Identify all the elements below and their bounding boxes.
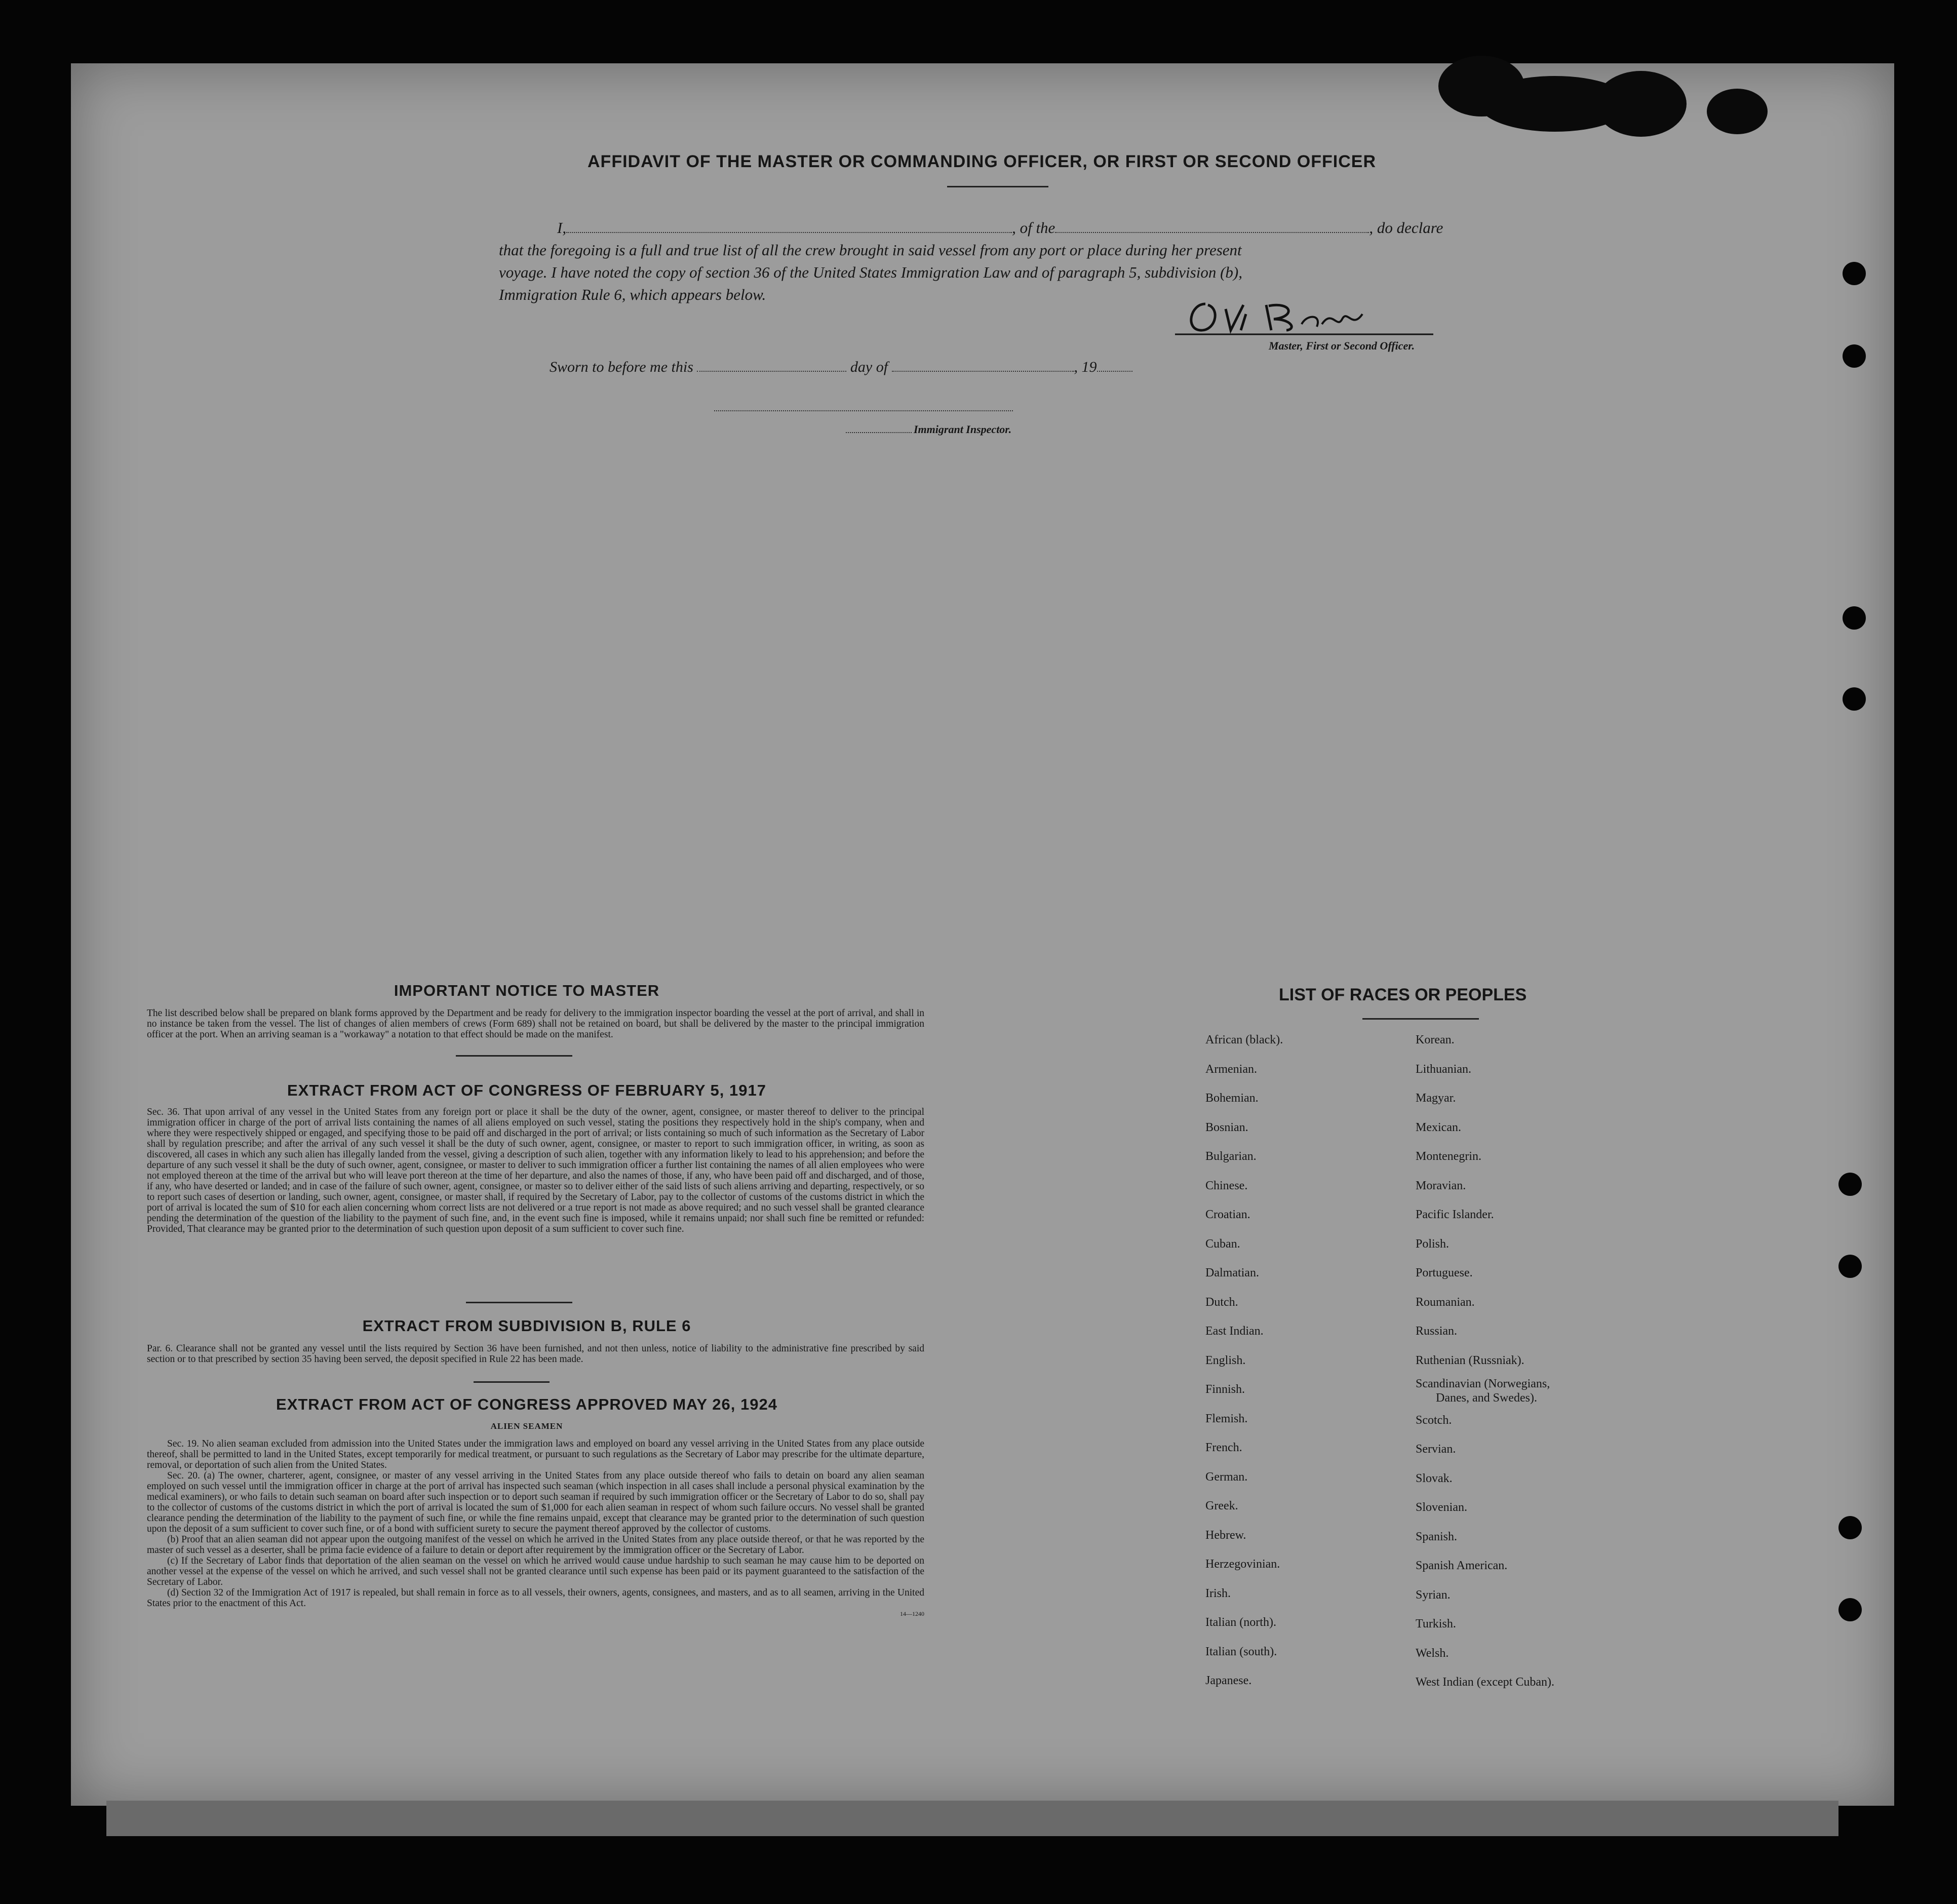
extract-1917-body: Sec. 36. That upon arrival of any vessel in the United States from any foreign port or place it shall be the duty of the owner, agent, consignee, or master thereof to deliver to the principal immigration officer in charge of the port of arrival lists containing the names of all aliens employed on such vessel, stating the positions they respectively hold in the ship's company, when and where they were respectively shipped or engaged, and specifying those to be paid off and discharged in the port of arrival; or lists containing so much of such information as the Secretary of Labor shall by regulation prescribe; and after the arrival of any such vessel it shall be the duty of such owner, agent, consignee, or master to report to such immigration officer, in writing, as soon as discovered, all cases in which any such alien has illegally landed from the vessel, giving a description of such alien, together with any information likely to lead to his apprehension; and before the departure of any such vessel it shall be the duty of such owner, agent, consignee, or master to deliver to such immigration officer a further list containing the names of all alien employees who were not employed thereon at the time of the arrival but who will leave port thereon at the time of her departure, and also the names of those, if any, who have been paid off and discharged, and of those, if any, who have deserted or landed; and in case of the failure of such owner, agent, consignee, or master so to deliver either of the said lists of such aliens arriving and departing, respectively, or so to report such cases of desertion or landing, such owner, agent, consignee, or master shall, if required by the Secretary of Labor, pay to the collector of customs of the customs district in which the port of arrival is located the sum of $10 for each alien concerning whom correct lists are not delivered or a true report is not made as above required; and no such vessel shall be granted clearance pending the determination of the question of the liability to the payment of such fine, and, in the event such fine is imposed, while it remains unpaid; nor shall such fine be remitted or refunded: Provided, That clearance may be granted prior to the determination of such question upon deposit of a sum sufficient to cover such fine. (147, 1107, 924, 1234)
race-item: Polish. (1416, 1237, 1450, 1251)
sworn-year: , 19 (1074, 359, 1097, 375)
signature-caption: Master, First or Second Officer. (1269, 339, 1415, 352)
extract-1917-rule (466, 1302, 572, 1303)
race-item: Lithuanian. (1416, 1062, 1471, 1076)
race-item: Irish. (1205, 1586, 1231, 1600)
declaration-line-2: that the foregoing is a full and true list of all the crew brought in said vessel from any port or place during her present (499, 241, 1242, 259)
sworn-year-field[interactable] (1097, 359, 1132, 372)
declaration-do-declare: , do declare (1369, 219, 1443, 237)
inspector-caption: Immigrant Inspector. (914, 423, 1012, 436)
sworn-prefix: Sworn to before me this (550, 359, 693, 375)
declaration-line-3: voyage. I have noted the copy of section 36 of the United States Immigration Law and of paragraph 5, subdivision (b), (499, 263, 1242, 281)
punch-hole (1838, 1516, 1862, 1539)
extract-1924-title: EXTRACT FROM ACT OF CONGRESS APPROVED MAY 26, 1924 (276, 1395, 777, 1413)
race-item: German. (1205, 1470, 1248, 1484)
affidavit-title: AFFIDAVIT OF THE MASTER OR COMMANDING OFFICER, OR FIRST OR SECOND OFFICER (588, 152, 1376, 171)
race-item (1416, 1375, 1554, 1406)
name-field[interactable] (566, 220, 1012, 233)
race-item: Russian. (1416, 1325, 1458, 1338)
race-item: West Indian (except Cuban). (1416, 1676, 1554, 1689)
punch-hole (1838, 1173, 1862, 1196)
race-item: Finnish. (1205, 1383, 1245, 1396)
rule6-body: Par. 6. Clearance shall not be granted any vessel until the lists required by Section 36 have been furnished, and not then unless, notice of liability to the administrative fine prescribed by said section or to that prescribed by section 35 having been served, the deposit specified in Rule 22 has been made. (147, 1343, 924, 1365)
inspector-signature-line[interactable] (714, 400, 1013, 411)
sec-19: Sec. 19. No alien seaman excluded from admission into the United States under the immigration laws and employed on board any vessel arriving in the United States from any place outside thereof, shall be permitted to land in the United States, except temporarily for medical treatment, or pursuant to such regulations as the Secretary of Labor may prescribe for the ultimate departure, removal, or deportation of such alien from the United States. (147, 1439, 924, 1470)
race-item: Pacific Islander. (1416, 1208, 1494, 1221)
race-item: Armenian. (1205, 1062, 1257, 1076)
race-item: Dalmatian. (1205, 1266, 1259, 1279)
notice-rule (456, 1055, 572, 1057)
race-item: Cuban. (1205, 1237, 1240, 1251)
race-item: Welsh. (1416, 1646, 1449, 1660)
sworn-day-of: day of (850, 359, 888, 375)
sec-20b: (b) Proof that an alien seaman did not appear upon the outgoing manifest of the vessel on which he arrived in the United States from any place outside thereof, or that he was reported by the master of such vessel as a deserter, shall be prima facie evidence of a failure to detain or deport after requirement by the immigration officer or the Secretary of Labor. (147, 1534, 924, 1556)
declaration-i: I, (557, 219, 567, 237)
race-item: Spanish. (1416, 1530, 1458, 1543)
races-column-1 (1205, 1026, 1283, 1696)
race-item: Servian. (1416, 1443, 1456, 1456)
race-item: Flemish. (1205, 1412, 1248, 1425)
sec-20d: (d) Section 32 of the Immigration Act of 1917 is repealed, but shall remain in force as to all vessels, their owners, agents, consignees, and masters, and as to all seamen, arriving in the United States prior to the enactment of this Act. (147, 1587, 924, 1609)
officer-signature (1170, 299, 1433, 339)
race-item: Ruthenian (Russniak). (1416, 1353, 1524, 1367)
race-item: Spanish American. (1416, 1559, 1508, 1572)
race-item: Portuguese. (1416, 1266, 1473, 1279)
race-item: East Indian. (1205, 1325, 1264, 1338)
sworn-line (550, 359, 1132, 376)
sworn-month-field[interactable] (892, 359, 1074, 372)
notice-title: IMPORTANT NOTICE TO MASTER (394, 982, 660, 999)
race-item: French. (1205, 1441, 1242, 1454)
inspector-field[interactable] (846, 425, 912, 433)
race-item: Scotch. (1416, 1413, 1452, 1427)
ink-stain (1595, 71, 1687, 137)
race-item-part: Scandinavian (Norwegians, (1416, 1377, 1550, 1390)
rule6-title: EXTRACT FROM SUBDIVISION B, RULE 6 (362, 1317, 691, 1335)
race-item: Mexican. (1416, 1120, 1461, 1134)
rule6-rule (474, 1381, 550, 1383)
sec-20c: (c) If the Secretary of Labor finds that deportation of the alien seaman on the vessel on which he arrived would cause undue hardship to such seaman he may cause him to be deported on another vessel at the expense of the vessel on which he arrived, and such vessel shall not be granted clearance until such expense has been paid or its payment guaranteed to the satisfaction of the Secretary of Labor. (147, 1556, 924, 1587)
race-item: Japanese. (1205, 1674, 1252, 1687)
sworn-day-field[interactable] (697, 359, 846, 372)
race-item: Dutch. (1205, 1295, 1238, 1309)
race-item: Bosnian. (1205, 1120, 1248, 1134)
declaration-of-the: , of the (1012, 219, 1055, 237)
vessel-field[interactable] (1055, 220, 1369, 233)
extract-1924-subtitle: ALIEN SEAMEN (490, 1421, 563, 1431)
race-item: Korean. (1416, 1033, 1455, 1046)
races-column-2 (1416, 1026, 1554, 1697)
race-item: Moravian. (1416, 1179, 1466, 1192)
races-rule (1362, 1018, 1479, 1020)
race-item: Italian (south). (1205, 1645, 1277, 1658)
race-item: Greek. (1205, 1499, 1238, 1512)
scan-edge-strip (106, 1801, 1838, 1836)
declaration-line-4: Immigration Rule 6, which appears below. (499, 286, 766, 303)
punch-hole (1843, 606, 1866, 630)
race-item: Roumanian. (1416, 1295, 1475, 1309)
race-item: Bulgarian. (1205, 1150, 1257, 1163)
race-item: Bohemian. (1205, 1092, 1259, 1105)
inspector-caption-row (846, 423, 1011, 436)
title-rule (947, 186, 1048, 187)
declaration-text (499, 217, 1512, 306)
ink-stain (1707, 89, 1768, 134)
race-item: Turkish. (1416, 1617, 1456, 1630)
races-title: LIST OF RACES OR PEOPLES (1279, 985, 1527, 1004)
notice-body: The list described below shall be prepared on blank forms approved by the Department and be ready for delivery to the immigration inspector boarding the vessel at the port of arrival, and shall in no instance be taken from the vessel. The list of changes of alien members of crews (Form 689) shall not be retained on board, but shall be delivered by the master to the principal immigration officer at the port. When an arriving seaman is a "workaway" a notation to that effect should be made on the manifest. (147, 1008, 924, 1040)
punch-hole (1843, 262, 1866, 285)
race-item: Hebrew. (1205, 1528, 1246, 1542)
sec-20a: Sec. 20. (a) The owner, charterer, agent, consignee, or master of any vessel arriving in the United States from any place outside thereof who fails to detain on board any alien seaman employed on such vessel until the immigration officer in charge at the port of arrival has inspected such seaman (which inspection in all cases shall include a personal physical examination by the medical examiners), or who fails to detain such seaman on board after such inspection or to deport such seaman if required by such immigration officer or the Secretary of Labor to do so, shall pay to the collector of customs of the customs district in which the port of arrival is located the sum of $1,000 for each alien seaman in respect of whom such failure occurs. No vessel shall be granted clearance pending the determination of the liability to the payment of such fine, or while the fine remains unpaid, except that clearance may be granted prior to the determination of such question upon the deposit of a sum sufficient to cover such fine, or of a bond with sufficient surety to secure the payment thereof approved by the collector of customs. (147, 1470, 924, 1534)
extract-1917-title: EXTRACT FROM ACT OF CONGRESS OF FEBRUARY 5, 1917 (287, 1081, 766, 1099)
race-item: Chinese. (1205, 1179, 1248, 1192)
race-item: English. (1205, 1353, 1246, 1367)
race-item: Magyar. (1416, 1092, 1456, 1105)
race-item: Herzegovinian. (1205, 1558, 1280, 1571)
declaration-line-1 (499, 217, 1512, 239)
race-item: Slovak. (1416, 1471, 1453, 1485)
race-item: Syrian. (1416, 1588, 1451, 1602)
race-item-continuation: Danes, and Swedes). (1436, 1391, 1537, 1405)
extract-1924-body (147, 1439, 924, 1619)
race-item: Italian (north). (1205, 1616, 1276, 1629)
punch-hole (1843, 687, 1866, 711)
race-item: Montenegrin. (1416, 1150, 1481, 1163)
race-item: Croatian. (1205, 1208, 1250, 1221)
punch-hole (1838, 1255, 1862, 1278)
race-item: Slovenian. (1416, 1501, 1467, 1514)
form-code: 14—1240 (900, 1610, 924, 1617)
punch-hole (1838, 1598, 1862, 1621)
punch-hole (1843, 344, 1866, 368)
race-item: African (black). (1205, 1033, 1283, 1046)
